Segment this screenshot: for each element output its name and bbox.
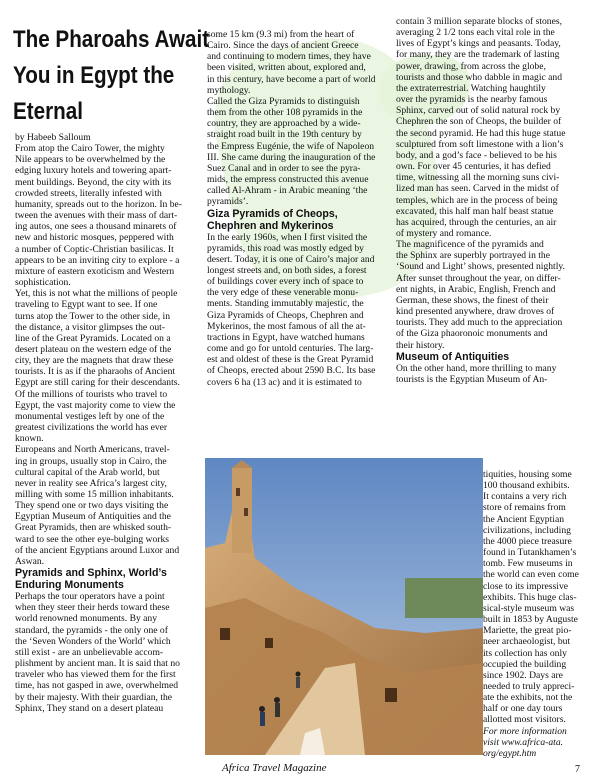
text-line: of Cheops, erected about 2590 B.C. Its base: [207, 365, 376, 377]
text-line: by Habeeb Salloum: [15, 132, 91, 143]
text-line: lized man has seen. Carved in the midst of: [396, 183, 559, 195]
text-line: crowded streets, literally infested with: [15, 187, 162, 199]
text-line: the ‘Seven Wonders of the World’ which: [15, 635, 171, 647]
text-line: the 4000 piece treasure: [483, 535, 572, 547]
text-line: the Ancient Egyptian: [483, 513, 564, 525]
text-line: covers 6 ha (13 ac) and it is estimated to: [207, 376, 362, 388]
text-line: For more information: [483, 725, 567, 737]
desert-fortress-photo: [205, 458, 483, 755]
text-line: neer archaeologist, but: [483, 636, 571, 648]
text-line: org/egypt.htm: [483, 747, 537, 759]
text-line: In the early 1960s, when I first visited the: [207, 231, 368, 243]
text-line: occupied the building: [483, 658, 567, 670]
text-line: exhibits. This huge clas-: [483, 591, 577, 603]
text-line: tourists. They add much to the appreciation: [396, 317, 563, 329]
text-line: The magnificence of the pyramids and: [396, 239, 544, 251]
page-number: 7: [575, 764, 580, 775]
text-line: mixture of eastern exoticism and Western: [15, 265, 175, 277]
text-line: III. She came during the inauguration of the: [207, 151, 376, 163]
text-line: appears to be an inviting city to explore - a: [15, 254, 180, 266]
text-line: been visited, written about, explored and,: [207, 62, 366, 74]
text-line: tractions in Egypt, have watched humans: [207, 331, 365, 343]
text-line: own. For over 45 centuries, it has defied: [396, 161, 551, 173]
title-line: Eternal: [13, 98, 83, 125]
text-line: sical-style museum was: [483, 602, 575, 614]
section-heading: Enduring Monuments: [15, 579, 124, 592]
text-line: civilizations, including: [483, 524, 571, 536]
text-line: tourists. It is as if the pharaohs of Ancient: [15, 366, 176, 378]
text-line: pyramids’.: [207, 196, 249, 208]
photo-illustration: [205, 458, 483, 755]
text-line: city, they are the magnets that draw these: [15, 355, 174, 367]
text-line: cultural capital of the Arab world, but: [15, 466, 160, 478]
text-line: the very edge of these venerable monu-: [207, 287, 359, 299]
text-line: traveler who has viewed them for the first: [15, 669, 176, 681]
text-line: edging luxury hotels and towering apart-: [15, 165, 172, 177]
text-line: milling with some 15 million inhabitants.: [15, 489, 174, 500]
text-line: ‘Sound and Light’ shows, presented nightly.: [396, 261, 565, 273]
text-line: power, drawing, from across the globe,: [396, 60, 546, 72]
text-line: country, they are approached by a wide-: [207, 118, 361, 130]
text-line: ward to see the other eye-bulging works: [15, 533, 169, 545]
article-column-1: [15, 132, 220, 714]
text-line: since 1902. Days are: [483, 669, 563, 681]
text-line: Of the millions of tourists who travel to: [15, 388, 168, 400]
text-line: sophistication.: [15, 277, 71, 289]
text-line: tomb. Few museums in: [483, 558, 573, 570]
text-line: come and go for untold centuries. The larg-: [207, 343, 374, 355]
text-line: Nile appears to be overwhelmed by the: [15, 154, 166, 166]
text-line: lives of Egypt’s kings and peasants. Today,: [396, 38, 561, 50]
text-line: ing autos, one sees a thousand minarets of: [15, 221, 177, 233]
text-line: world renowned monuments. By any: [15, 613, 158, 625]
text-line: the second pyramid. He had this huge statue: [396, 127, 566, 139]
text-line: ment buildings. Beyond, the city with its: [15, 176, 172, 188]
text-line: by their majesty. With their guardian, the: [15, 691, 173, 703]
text-line: Egyptian Museum of Antiquities and the: [15, 511, 171, 523]
text-line: never in reality see Africa’s largest city,: [15, 477, 167, 489]
text-line: traveling to Egypt want to see. If one: [15, 299, 158, 311]
text-line: averaging 2 1/2 tons each vital role in the: [396, 27, 555, 39]
text-line: tiquities, housing some: [483, 469, 572, 480]
text-line: their history.: [396, 339, 445, 351]
text-line: found in Tutankhamen’s: [483, 547, 577, 559]
article-column-3-continued: [483, 469, 591, 759]
text-line: From atop the Cairo Tower, the mighty: [15, 143, 165, 155]
section-heading: Museum of Antiquities: [396, 350, 510, 363]
article-column-2: [207, 29, 392, 388]
text-line: longest streets and, on both sides, a forest: [207, 264, 367, 276]
text-line: Mykerinos, the most famous of all the at-: [207, 320, 366, 332]
text-line: desert plateau on the western edge of the: [15, 343, 172, 355]
section-heading: Giza Pyramids of Cheops,: [207, 207, 338, 220]
text-line: mythology.: [207, 84, 251, 96]
text-line: ent nights, in Arabic, English, French and: [396, 283, 556, 295]
article-column-3: [396, 16, 586, 385]
magazine-footer: Africa Travel Magazine: [222, 762, 327, 774]
text-line: Yet, this is not what the millions of people: [15, 288, 178, 300]
text-line: mids, the empress constructed this avenue: [207, 174, 369, 186]
text-line: temples, which are in the process of being: [396, 194, 558, 206]
text-line: Sphinx, carved out of solid natural rock by: [396, 105, 561, 117]
text-line: ments. Standing immutably majestic, the: [207, 298, 364, 310]
text-line: tourists and those who dabble in magic and: [396, 71, 562, 83]
text-line: still exist - are an unbelievable accom-: [15, 646, 164, 658]
text-line: est and oldest of these is the Great Pyramid: [207, 354, 374, 366]
text-line: pyramids, this road was mostly edged by: [207, 242, 364, 254]
text-line: a number of Coptic-Christian basilicas. It: [15, 243, 174, 255]
text-line: excavated, this half man half beast statue: [396, 205, 554, 217]
text-line: greatest civilizations the world has ever: [15, 422, 168, 434]
text-line: them from the other 108 pyramids in the: [207, 107, 363, 119]
text-line: half or one day tours: [483, 703, 563, 715]
text-line: the world can even come: [483, 569, 579, 581]
text-line: time, witnessing all the morning suns civi-: [396, 172, 560, 184]
text-line: some 15 km (9.3 mi) from the heart of: [207, 29, 355, 40]
text-line: It contains a very rich: [483, 491, 567, 503]
text-line: Suez Canal and in order to see the pyra-: [207, 162, 361, 174]
text-line: German, these shows, the finest of their: [396, 294, 549, 306]
text-line: 100 thousand exhibits.: [483, 480, 570, 492]
text-line: over the pyramids is the nearby famous: [396, 94, 548, 106]
text-line: contain 3 million separate blocks of stones,: [396, 16, 562, 27]
text-line: They spend one or two days visiting the: [15, 500, 169, 512]
text-line: time, has not gasped in awe, overwhelmed: [15, 680, 179, 692]
text-line: Perhaps the tour operators have a point: [15, 591, 165, 603]
text-line: ate the exhibits, not the: [483, 692, 573, 704]
text-line: plishment by ancient man. It is said that no: [15, 658, 180, 670]
text-line: Egypt, the vast majority come to view the: [15, 399, 176, 411]
text-line: straight road built in the 19th century by: [207, 129, 362, 141]
text-line: Mariette, the great pio-: [483, 625, 572, 637]
text-line: Great Pyramids, then are whisked south-: [15, 522, 172, 534]
text-line: close to its impressive: [483, 580, 568, 592]
text-line: built in 1853 by Auguste: [483, 614, 578, 626]
text-line: kind presented anywhere, draw droves of: [396, 306, 555, 318]
text-line: the extraterrestrial. Watching haughtily: [396, 82, 546, 94]
title-line: You in Egypt the: [13, 62, 175, 89]
title-line: The Pharoahs Await: [13, 26, 210, 53]
text-line: has acquired, through the centuries, an air: [396, 216, 557, 228]
text-line: Sphinx, They stand on a desert plateau: [15, 702, 164, 714]
text-line: tourists is the Egyptian Museum of An-: [396, 373, 548, 385]
section-heading: Pyramids and Sphinx, World’s: [15, 567, 167, 580]
text-line: humanity, spreads out to the horizon. In be-: [15, 198, 182, 210]
text-line: turns atop the Tower to the other side, in: [15, 310, 171, 322]
text-line: its collection has only: [483, 647, 567, 659]
text-line: Egypt are still caring for their descendants.: [15, 377, 180, 389]
text-line: tween the avenues with their mass of dart-: [15, 210, 178, 222]
text-line: desert. Today, it is one of Cairo’s major and: [207, 253, 375, 265]
text-line: standard, the pyramids - the only one of: [15, 624, 168, 636]
text-line: new and historic mosques, peppered with: [15, 232, 174, 244]
text-line: On the other hand, more thrilling to many: [396, 362, 557, 374]
text-line: needed to truly appreci-: [483, 680, 575, 692]
text-line: the distance, a visitor glimpses the out-: [15, 321, 166, 333]
text-line: monumental vestiges left by one of the: [15, 410, 165, 422]
text-line: Europeans and North Americans, travel-: [15, 444, 170, 456]
article-title: [13, 22, 210, 130]
text-line: ing in groups, usually stop in Cairo, the: [15, 455, 167, 467]
text-line: of the ancient Egyptians around Luxor and: [15, 544, 180, 556]
text-line: body, and a god’s face - believed to be his: [396, 149, 557, 161]
text-line: the Sphinx are superbly portrayed in the: [396, 250, 550, 262]
text-line: visit www.africa-ata.: [483, 736, 564, 748]
text-line: and continuing to modern times, they have: [207, 51, 371, 63]
text-line: for many, they are the trademark of lasting: [396, 49, 560, 61]
text-line: Giza Pyramids of Cheops, Chephren and: [207, 309, 364, 321]
text-line: Cairo. Since the days of ancient Greece: [207, 40, 359, 52]
text-line: the Empress Eugénie, the wife of Napoleon: [207, 140, 375, 152]
text-line: of the Giza phaoronoic monuments and: [396, 328, 548, 340]
text-line: Aswan.: [15, 555, 45, 567]
text-line: when they steer their herds toward these: [15, 602, 170, 614]
text-line: sculptured from soft limestone with a lion’s: [396, 138, 564, 150]
text-line: called Al-Ahram - in Arabic meaning ‘the: [207, 185, 368, 197]
text-line: of buildings cover every inch of space to: [207, 276, 364, 288]
text-line: known.: [15, 433, 44, 445]
text-line: store of remains from: [483, 502, 566, 514]
text-line: in this century, have become a part of world: [207, 73, 376, 85]
text-line: Chephren the son of Cheops, the builder of: [396, 116, 562, 128]
section-heading: Chephren and Mykerinos: [207, 219, 334, 232]
text-line: Called the Giza Pyramids to distinguish: [207, 95, 360, 107]
text-line: allotted most visitors.: [483, 714, 566, 726]
text-line: of mystery and romance.: [396, 227, 492, 239]
text-line: After sunset throughout the year, on differ-: [396, 272, 561, 284]
text-line: line of the Great Pyramids. Located on a: [15, 332, 171, 344]
